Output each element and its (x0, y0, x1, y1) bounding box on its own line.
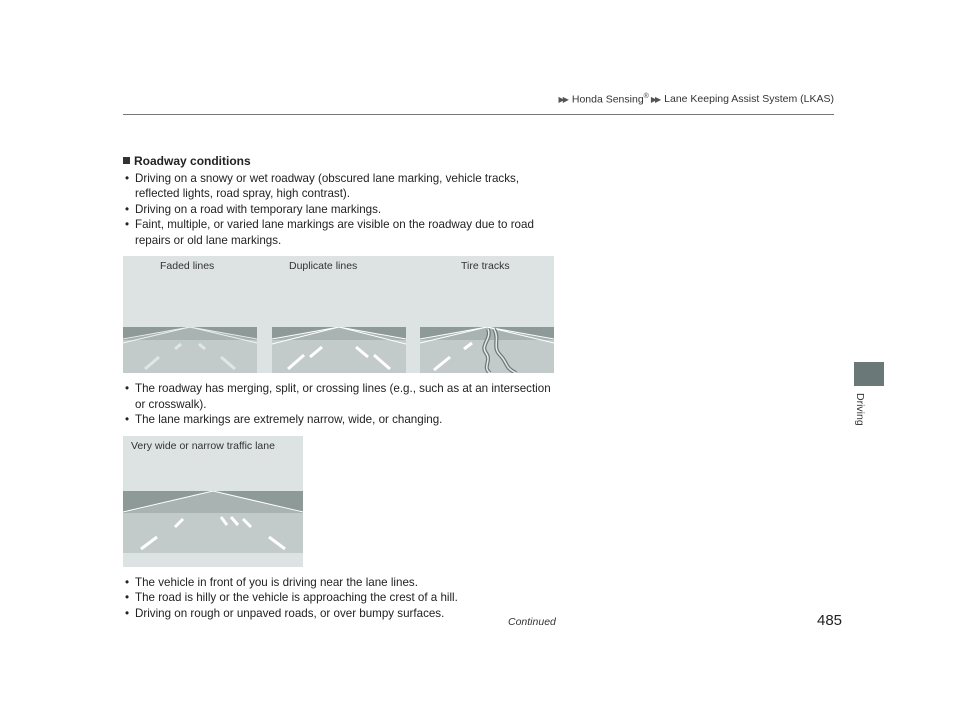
bullet-list-2 (123, 381, 563, 428)
square-bullet-icon (123, 157, 130, 164)
wide-narrow-lane-road-image (123, 491, 303, 553)
duplicate-lines-road-image (272, 327, 406, 373)
list-item: • Driving on rough or unpaved roads, or over bumpy surfaces. (123, 606, 563, 622)
breadcrumb (559, 93, 834, 106)
list-item: • Driving on a snowy or wet roadway (obscured lane marking, vehicle tracks, reflected lights, road spray, high contrast). (123, 171, 563, 202)
page-number: 485 (817, 612, 843, 629)
breadcrumb-lkas[interactable]: Lane Keeping Assist System (LKAS) (664, 93, 834, 106)
double-triangle-icon: ▶▶ (650, 94, 660, 104)
figure-label-tire-tracks: Tire tracks (461, 260, 510, 272)
header-divider (123, 114, 834, 115)
main-content (123, 154, 563, 621)
breadcrumb-honda-sensing[interactable]: Honda Sensing® (571, 93, 649, 106)
list-item: • The vehicle in front of you is driving near the lane lines. (123, 575, 563, 591)
figure-label-duplicate-lines: Duplicate lines (289, 260, 358, 272)
bullet-list-1 (123, 171, 563, 249)
list-item: • The lane markings are extremely narrow, wide, or changing. (123, 412, 563, 428)
section-title: Roadway conditions (123, 154, 563, 170)
tire-tracks-road-image (420, 327, 554, 373)
list-item: • Faint, multiple, or varied lane markings are visible on the roadway due to road repairs or old lane markings. (123, 217, 563, 248)
road-marking-figure (123, 256, 554, 373)
lane-width-figure (123, 436, 303, 567)
list-item: • The road is hilly or the vehicle is approaching the crest of a hill. (123, 590, 563, 606)
list-item: • Driving on a road with temporary lane markings. (123, 202, 563, 218)
continued-label: Continued (508, 616, 556, 628)
bullet-list-3 (123, 575, 563, 622)
faded-lines-road-image (123, 327, 257, 373)
figure-label-lane-width: Very wide or narrow traffic lane (131, 439, 275, 452)
chapter-label: Driving (854, 393, 866, 426)
chapter-tab[interactable] (854, 362, 884, 386)
double-triangle-icon: ▶▶ (558, 94, 567, 104)
list-item: • The roadway has merging, split, or crossing lines (e.g., such as at an intersection or crosswalk). (123, 381, 563, 412)
figure-label-faded-lines: Faded lines (160, 260, 215, 272)
